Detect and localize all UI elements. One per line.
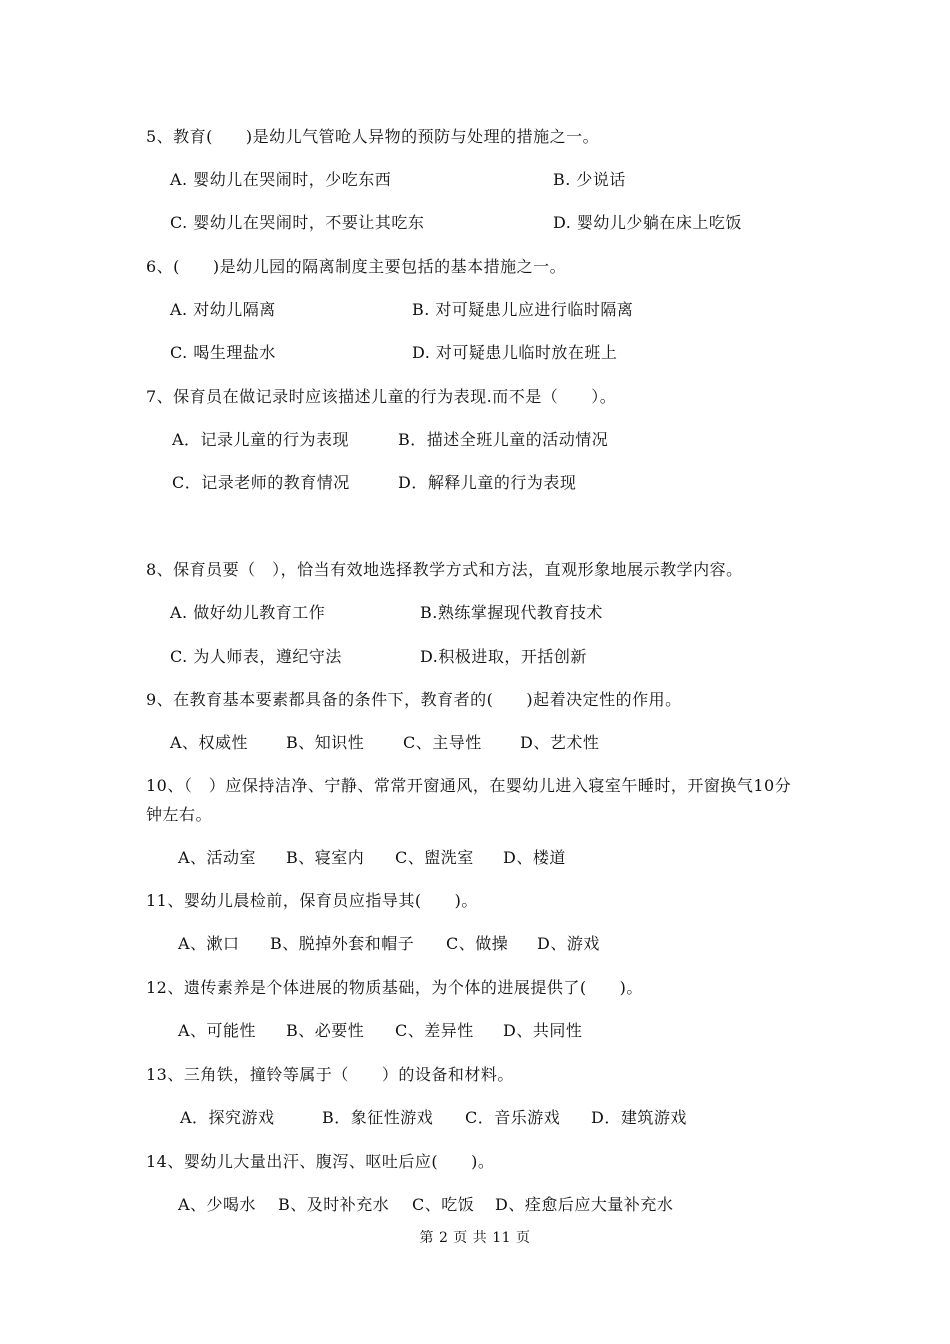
question-10-stem-continued: 钟左右。 — [146, 805, 213, 824]
question-11-option-b: B、脱掉外套和帽子 — [270, 934, 415, 953]
question-8-stem: 8、保育员要（ ），恰当有效地选择教学方式和方法，直观形象地展示教学内容。 — [146, 560, 743, 579]
question-5-option-c: C. 婴幼儿在哭闹时，不要让其吃东 — [170, 213, 425, 232]
question-7-option-a: A．记录儿童的行为表现 — [172, 430, 350, 449]
question-9-option-d: D、艺术性 — [520, 733, 600, 752]
question-6-option-a: A. 对幼儿隔离 — [170, 300, 276, 319]
question-14-option-d: D、痊愈后应大量补充水 — [495, 1195, 674, 1214]
question-9-option-a: A、权威性 — [170, 733, 249, 752]
question-11-option-a: A、漱口 — [178, 934, 240, 953]
question-8-option-a: A. 做好幼儿教育工作 — [170, 603, 326, 622]
question-14-option-c: C、吃饭 — [412, 1195, 475, 1214]
page-number-footer: 第 2 页 共 11 页 — [419, 1230, 531, 1246]
question-10-option-a: A、活动室 — [178, 848, 257, 867]
question-8-option-b: B.熟练掌握现代教育技术 — [420, 603, 603, 622]
question-9-stem: 9、在教育基本要素都具备的条件下，教育者的( )起着决定性的作用。 — [146, 690, 682, 709]
question-14-option-b: B、及时补充水 — [278, 1195, 390, 1214]
question-13-stem: 13、三角铁，撞铃等属于（ ）的设备和材料。 — [146, 1065, 514, 1084]
question-13-option-b: B．象征性游戏 — [322, 1108, 434, 1127]
question-12-option-b: B、必要性 — [286, 1021, 365, 1040]
question-12-option-c: C、差异性 — [395, 1021, 474, 1040]
question-7-option-c: C．记录老师的教育情况 — [172, 473, 350, 492]
question-7-option-b: B．描述全班儿童的活动情况 — [398, 430, 609, 449]
question-6-option-d: D. 对可疑患儿临时放在班上 — [412, 343, 618, 362]
question-8-option-c: C. 为人师表，遵纪守法 — [170, 647, 342, 666]
question-11-stem: 11、婴幼儿晨检前，保育员应指导其( )。 — [146, 891, 478, 910]
question-11-option-c: C、做操 — [446, 934, 509, 953]
question-10-stem: 10、（ ）应保持洁净、宁静、常常开窗通风，在婴幼儿进入寝室午睡时，开窗换气10分 — [146, 776, 792, 795]
question-9-option-b: B、知识性 — [286, 733, 365, 752]
question-10-option-c: C、盥洗室 — [395, 848, 474, 867]
question-14-stem: 14、婴幼儿大量出汗、腹泻、呕吐后应( )。 — [146, 1152, 495, 1171]
question-6-stem: 6、( )是幼儿园的隔离制度主要包括的基本措施之一。 — [146, 257, 567, 276]
question-13-option-c: C．音乐游戏 — [465, 1108, 561, 1127]
question-6-option-c: C. 喝生理盐水 — [170, 343, 276, 362]
question-5-stem: 5、教育( )是幼儿气管呛人异物的预防与处理的措施之一。 — [146, 127, 600, 146]
question-5-option-d: D. 婴幼儿少躺在床上吃饭 — [553, 213, 742, 232]
question-13-option-d: D．建筑游戏 — [591, 1108, 687, 1127]
question-11-option-d: D、游戏 — [537, 934, 600, 953]
question-9-option-c: C、主导性 — [403, 733, 482, 752]
question-7-option-d: D．解释儿童的行为表现 — [398, 473, 577, 492]
question-14-option-a: A、少喝水 — [178, 1195, 257, 1214]
question-13-option-a: A．探究游戏 — [180, 1108, 275, 1127]
question-12-stem: 12、遗传素养是个体进展的物质基础，为个体的进展提供了( )。 — [146, 978, 643, 997]
question-10-option-d: D、楼道 — [503, 848, 566, 867]
question-12-option-d: D、共同性 — [503, 1021, 583, 1040]
question-10-option-b: B、寝室内 — [286, 848, 365, 867]
question-12-option-a: A、可能性 — [178, 1021, 257, 1040]
question-7-stem: 7、保育员在做记录时应该描述儿童的行为表现.而不是（ ）。 — [146, 387, 617, 406]
question-5-option-b: B. 少说话 — [553, 170, 626, 189]
question-8-option-d: D.积极进取，开括创新 — [420, 647, 587, 666]
question-5-option-a: A. 婴幼儿在哭闹时，少吃东西 — [170, 170, 392, 189]
question-6-option-b: B. 对可疑患儿应进行临时隔离 — [412, 300, 634, 319]
